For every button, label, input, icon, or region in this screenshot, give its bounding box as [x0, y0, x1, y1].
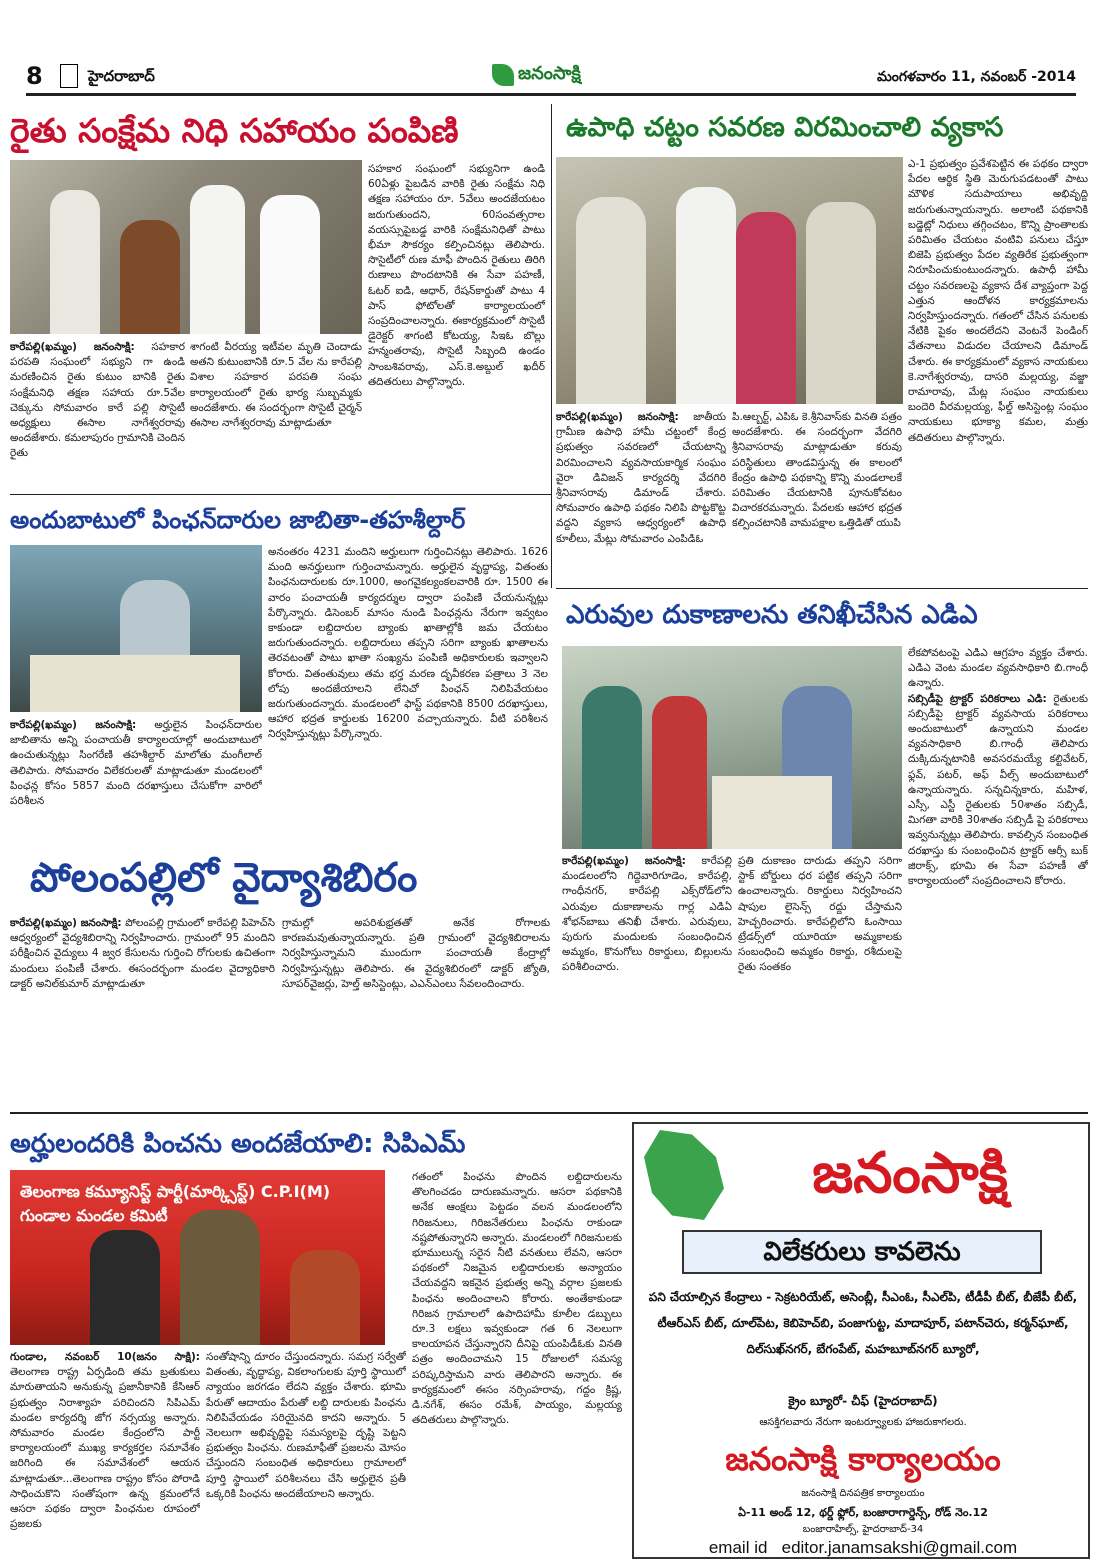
article1-col3: శాగంటి వీరయ్య ఇటీవల మృతి చెందాడు అతని కుటుంబానికి రూ.5 వేల ను కారేపల్లి విశాల సహకార పరపతి సంఘ కార్యాలయంలో రైతు భార్య సుబ్బమ్మకు అందజేశారు. ఈ సందర్భంగా సొసైటీ చైర్మన్ ఈసాల నాగేశ్వరరావు మాట్లాడుతూ: [190, 341, 362, 430]
article4-col-right: లేకపోవటంపై ఎడిఎ ఆగ్రహం వ్యక్తం చేశారు. ఎడిఎ వెంట మండల వ్యవసాధికారి బి.గాంధీ ఉన్నారు. సబ్సిడీపై ట్రాక్టర్ పరికరాలు ఎడి: రైతులకు సబ్సిడీపై ట్రాక్టర్ వ్యవసాయ పరికరాలు అందుబాటులో ఉన్నాయని మండల వ్యవసాధికారి బి.గాంధీ తెలిపారు దుక్కిదున్నటానికి అవసరమయ్యే కల్టివేటర్, ఫ్లవ్, పటర్, అఫ్ వీల్స్ అందుబాటులో ఉన్నాయన్నారు. సన్నచిన్నకారు, మహిళ, ఎస్సీ, ఎస్టీ రైతులకు 50శాతం సబ్సిడీ, మిగతా వారికి 30శాతం సబ్సిడీ పై పరికరాలు ఇవ్వనున్నట్లు తెలిపారు. కావల్సిన సంబంధిత దరఖాస్తు కు సంబంధించిన ట్రాక్టర్ ఆర్సీ బుక్ జిరాక్స్, భూమి ఈ సేవా పహణీ తో కార్యాలయంలో సంప్రదించాలని కోరారు.: [908, 647, 1088, 888]
article1-photo: [10, 160, 362, 334]
masthead-logo: జనంసాక్షి: [492, 60, 612, 90]
article1-byline: కారేపల్లి(ఖమ్మం) జనంసాక్షి: సహకార పరపతి సంఘంలో సభ్యుని గా ఉండి మరణించిన రైతు కుటుం బానికి రైతు సంక్షేమనిధి తక్షణ సహాయ రూ.5వేల చెక్కును సోమవారం కారే పల్లి సొసైటీ అధ్యక్షులు ఈసాల నాగేశ్వరరావు అందజేశారు. కమలాపురం గ్రామానికి చెందిన రైతు: [10, 341, 185, 460]
advert-interview: ఆసక్తిగలవారు నేరుగా ఇంటర్వ్యూలకు హాజరుకాగలరు.: [759, 1417, 967, 1428]
article3-col2: అనంతరం 4231 మందిని అర్హులుగా గుర్తించినట్లు తెలిపారు. 1626 మంది అనర్హులుగా గుర్తించామన్నారు. అర్హులైన వృద్ధాప్య, వితంతు పింఛనుదారులకు రూ.1000, అంగవైకల్యంకలవారికి రూ. 1500 ఈ వారం పంచాయతీ కార్యదర్శుల ద్వారా పంపిణి చేయనున్నట్లు పేర్కొన్నారు. డిసెంబర్ మాసం నుండి పింఛన్లను నేరుగా ఇవ్వటం కాకుండా లబ్దిదారుల బ్యాంకు ఖాతాల్లోకి జమ చేయటం జరుగుతుందన్నారు. లబ్దిదారులు తప్పని సరిగా బ్యాంకు ఖాతాలను తెరవటంతో పాటు ఖాతా సంఖ్యను పంపిణి అధికారులకు ఇవ్వాలని కోరారు. వితంతువులు తమ భర్త మరణ దృవీకరణ పత్రాలు 3 నెల లోపు అందజేయాలని లేనిచో పింఛన్ నిలిపివేయటం జరుగుతుందన్నారు. మండలంలో ఫాస్ట్ పథకానికి 8500 దరఖాస్తులు, ఆహార భద్రత కార్డులకు 16200 వచ్చాయన్నారు. వీటి పరిశీలన నిర్వహిస్తున్నట్లు పేర్కొన్నారు.: [268, 546, 548, 741]
masthead-date: మంగళవారం 11, నవంబర్ -2014: [876, 69, 1076, 85]
section-rule: [10, 494, 551, 495]
masthead-rule: [26, 93, 1076, 96]
leaf-icon: [492, 64, 514, 86]
article4-col1: కారేపల్లి(ఖమ్మం) జనంసాక్షి: కారేపల్లి మండలంలోని గిద్దెవారిగూడెం, కారేపల్లి, గాంధీనగర్, కారేపల్లి ఎక్స్‌రోడ్‌లోని ఎరువుల దుకాణాలను గార్ల ఎడిఏ శోభన్‌బాబు తనిఖీ చేశారు. ఎరువులు, పురుగు మందులకు సంబంధించిన అమ్మకం, కొనుగోలు రికార్డులు, బిల్లులను పరిశీలించారు.: [562, 855, 732, 974]
col-divider: [551, 104, 552, 588]
article6-headline: అర్హులందరికి పించను అందజేయాలి: సిపిఎమ్: [10, 1129, 466, 1159]
telangana-map-icon: [644, 1130, 724, 1220]
article5-headline: పోలంపల్లిలో వైద్యాశిబిరం: [30, 855, 418, 901]
article3-lead: కారేపల్లి(ఖమ్మం) జనంసాక్షి: అర్హులైన పింఛన్‌దారుల జాబితాను అన్ని పంచాయతీ కార్యాలయాల్లో అందుబాటులో ఉంచుతున్నట్లు సింగరేణి తహశీల్దార్ మాలోతు మంగీలాల్ తెలిపారు. సోమవారం విలేకరులతో మాట్లాడుతూ మండలంలో పింఛన్ల కోసం 5857 మంది దరఖాస్తులు చేసుకోగా వారిలో పరిశీలన: [10, 719, 262, 808]
article4-col2: ప్రతి దుకాణం దారుడు తప్పని సరిగా స్టాక్ బోర్డులు ధర పట్టిక తప్పని సరిగా ఉంచాలన్నారు. రికార్డులు నిర్వహించని షాపుల లైసెన్స్ రద్దు చేస్తామని హెచ్చరించారు. కారేపల్లిలోని ఓంసాయి ట్రేడర్స్‌లో యూరియా అమ్మకాలకు సంబంధించి అమ్మకం రికార్డు, రశీదులపై రైతు సంతకం: [738, 855, 902, 974]
advert-address1: ఏ-11 అండ్ 12, థర్డ్ ఫ్లోర్, బంజారాగార్డెన్స్, రోడ్ నెం.12: [738, 1506, 988, 1519]
email-link[interactable]: editor.janamsakshi@gmail.com: [781, 1538, 1018, 1557]
advert-wanted-box: విలేకరులు కావలెను: [682, 1230, 1042, 1274]
section-rule: [556, 588, 1088, 589]
article6-col3: గతంలో పింఛను పొందిన లబ్దిదారులను తొలగించడం దారుణమన్నారు. ఆసరా పథకానికి అనేక ఆంక్షలు పెట్టడం వలన మండలంలోని గిరిజనులు, గిరిజనేతరులు పింఛను రాకుండా నష్టపోతున్నారని అన్నారు. మండలంలో గిరిజనులకు భూములున్న సరైన నీటి వనతులు లేవని, ఆసరా పథకంలో నిజమైన లబ్దిదారులకు అన్యాయం చేయవద్దని ఇకనైన ప్రభుత్వ అన్ని వర్గాల ప్రజలకు పింఛను అందించాలని కోరారు. అంతేకాకుండా గిరిజన గ్రామాలలో ఉపాదిహామీ కూలీల డబ్బులు రూ.3 లక్షలు ఇవ్వకుండా గత 6 నెలలుగా కాలయాపన చేస్తున్నారని దీనిపై యంపిడీఓకు వినతి పత్రం అందించామని 15 రోజులలో సమస్య పరిష్కరిస్తామని వారు తెలిపారని అన్నారు. ఈ కార్యక్రమంలో ఈసం నర్సింహరావు, గద్దం క్రిష్ణ, డి.నగేశ్, ఈసం రమేశ్, పాయ్యం, మల్లయ్య తదితరులు పాల్గొన్నారు.: [412, 1171, 622, 1427]
article5-col1: కారేపల్లి(ఖమ్మం) జనంసాక్షి: పోలంపల్లి గ్రామంలో కారేపల్లి పిహెచ్‌సి ఆధ్వర్యంలో వైద్యశిబిరాన్ని నిర్వహించారు. గ్రామంలో 95 మందిని పరీక్షించిన వైద్యులు 4 జ్వర కేసులను గుర్తించి రోగులకు ఉచితంగా మందులు పంపిణీ చేశారు. ఈసందర్భంగా మండల వైద్యాధికారి డాక్టర్ అనిల్‌కుమార్ మాట్లాడుతూ: [10, 917, 275, 990]
advert-brand: జనంసాక్షి: [812, 1141, 1008, 1206]
article3-photo: [10, 545, 262, 712]
section-rule: [10, 1112, 1088, 1114]
advert-address2: బంజారాహిల్స్, హైదరాబాద్-34: [802, 1524, 924, 1535]
advert-crime: క్రైం బ్యూరో- చీఫ్ (హైదరాబాద్): [788, 1394, 938, 1408]
article2-col3: ఎ-1 ప్రభుత్వం ప్రవేశపెట్టిన ఈ పథకం ద్వారా పేదల ఆర్థిక స్థితి మెరుగుపడటంతో పాటు మౌళిక సదుపాయాలు అభివృద్ది జరుగుతున్నాయన్నారు. అలాంటి పథకానికి బడ్జెట్లో నిధులు తగ్గించటం, కొన్ని ప్రాంతాలకు పరిమితం చేయటం వంటివి పనులు చేస్తూ బిజెపి ప్రభుత్వం పేదల వ్యతిరేక ప్రభుత్వంగా నిరూపించుకుంటుందన్నారు. ఉపాధీ హామీ చట్టం సవరణలపై వ్యకాస దేశ వ్యాప్తంగా పెద్ద ఎత్తున ఆందోళన కార్యక్రమాలను నిర్వహిస్తుందన్నారు. గతంలో చేసిన పనులకు నేటికి పైకం అందలేదని వెంటనే పెండింగ్ వేతనాలు విడుదల చేయాలని డిమాండ్ చేశారు. ఈ కార్యక్రమంలో వ్యకాస నాయకులు కె.నాగేశ్వరరావు, దాసరి మల్లయ్య, వజ్జా రామారావు, మేట్ల సంఘం నాయకులు బందెరి వీరమల్లయ్య, ఫీల్డ్ అసిస్టెంట్ల సంఘం నాయకులు భూక్యా కమల, మత్రు తదితరులు పాల్గొన్నారు.: [908, 158, 1088, 444]
article4-headline: ఎరువుల దుకాణాలను తనిఖీచేసిన ఎడిఎ: [566, 600, 978, 630]
article3-headline: అందుబాటులో పింఛన్‌దారుల జాబితా-తహశీల్దార్: [10, 506, 466, 534]
article6-photo: తెలంగాణ కమ్యూనిస్ట్ పార్టీ(మార్క్సిస్ట్) C.P.I(M) గుండాల మండల కమిటీ: [10, 1170, 385, 1345]
article2-col1: కారేపల్లి(ఖమ్మం) జనంసాక్షి: జాతీయ గ్రామీణ ఉపాధి హామీ చట్టంలో కేంద్ర ప్రభుత్వం సవరణలో చేయటాన్ని విరమించాలని వ్యవసాయకార్మిక సంఘం వైరా డివిజన్ కార్యదర్శి వేదగిరి శ్రీనివాసరావు డిమాండ్ చేశారు. సోమవారం ఉపాధి పథకం నిలిపి పొట్టకొట్ట వద్దని వ్యకాస ఆధ్వర్యంలో ఉపాధి కూలీలు, మేట్లు సోమవారం ఎంపిడిఓ: [556, 411, 726, 545]
advert-body: పని చేయాల్సిన కేంద్రాలు - సెక్రటరియేట్, అసెంబ్లీ, సీఎంఓ, సీఎల్‌పి, టీడీపీ బీట్, బీజేపీ బీట్, టీఆర్‌ఎస్ బీట్, దూల్‌పేట, కెబిహెచ్‌బి, పంజాగుట్ట, మాదాపూర్, పటాన్‌చెరు, కర్మన్‌ఘాట్, దిల్‌సుఖ్‌నగర్, బేగంపేట్, మహబూబ్‌నగర్ బ్యూరో,: [648, 1290, 1078, 1356]
advert-box: [632, 1122, 1090, 1559]
article5-col2: గ్రామల్లో అపరిశుభ్రతతో అనేక రోగాలకు కారణమవుతున్నాయన్నారు. ప్రతి గ్రామంలో వైద్యశిబిరాలను నిర్వహిస్తున్నామని ముందుగా పంచాయతీ కేంద్రాల్లో నిర్వహిస్తున్నట్లు తెలిపారు. ఈ వైద్యశిబిరంలో డాక్టర్ జ్యోతి, సూపర్‌వైజర్లు, హెల్త్ అసిస్టెంట్లు, ఎఎన్‌ఎంలు సేవలందించారు.: [282, 917, 550, 990]
advert-office-sub: జనంసాక్షి దినపత్రిక కార్యాలయం: [801, 1488, 925, 1499]
article2-headline: ఉపాధి చట్టం సవరణ విరమించాలి వ్యకాస: [566, 112, 1004, 143]
masthead: [26, 60, 1076, 96]
page-number: 8: [26, 62, 43, 90]
article6-col2: సంతోషాన్ని దూరం చేస్తుందన్నారు. సమగ్ర సర్వేతో వితంతు, వృద్ధాప్య, వికలాంగులకు పూర్తి స్థాయిలో న్యాయం జరగడం లేదని వ్యక్తం చేశారు. భూమి పేరుతో ఆదాయం పేరుతో లబ్ది దారులకు పింఛను నిలిపివేయడం సరియైనది కాదని అన్నారు. 5 నెలలుగా అభివృద్ధిపై సమస్యలపై దృష్టి పెట్టని ప్రభుత్వం పింఛను. రుణమాఫీతో ప్రజలను మోసం చేస్తుందని సంబంధిత అధికారులు గ్రామాలలో పూర్తి స్థాయిలో పరిశీలనలు చేసి అర్హులైన ప్రతీ ఒక్కరికి పింఛను అందజేయాలని అన్నారు.: [206, 1351, 406, 1500]
article1-col1: సహకార సంఘంలో సభ్యునిగా ఉండి 60ఏళ్లు పైబడిన వారికి రైతు సంక్షేమ నిధి తక్షణ సహాయం రూ. 5వేలు అందజేయటం జరుగుతుందని, 60సంవత్సరాల వయస్సుపైబడ్డ వారికి సంక్షేమనిధితో పాటు భీమా సౌకర్యం కల్పించినట్లు తెలిపారు. సొసైటీలో రుణ మాఫీ పొందిన రైతులు తిరిగి రుణాలు పొందటానికి ఈ సేవా పహణీ, ఓటర్ ఐడి, ఆధార్, రేషన్‌కార్డుతో పాటు 4 పాస్ ఫోటోలతో కార్యాలయంలో సంప్రదించాలన్నారు. ఈకార్యక్రమంలో సొసైటీ డైరెక్టర్ శాగంటి కోటయ్య, సిఇఓ బొల్లు హన్మంతరావు, సొసైటీ సిబ్బంది ఉండం సాంబశివరావు, ఎస్.కె.అబ్దుల్ ఖదీర్ తదితరులు పాల్గొన్నారు.: [368, 163, 545, 388]
article6-col1: గుండాల, నవంబర్ 10(జనం సాక్షి): తెలంగాణ రాష్ట్ర ఏర్పడింది తమ బ్రతుకులు మారుతాయని అనుకున్న ప్రజానీకానికి కేసిఆర్ ప్రభుత్వం నిరాశ్యాహ పరిచిందని సిపిఎమ్ మండల కార్యదర్శి జోగ నర్సయ్య అన్నారు. సోమవారం మండల కేంద్రంలోని పార్టీ కార్యాలయంలో ముఖ్య కార్యకర్తల సమావేశం జరిగింది ఈ సమావేశంలో ఆయన మాట్లాడుతూ...తెలంగాణ రాష్ట్రం కోసం పోరాడి సాధించుకొని సంతోషంగా ఉన్న క్రమంలోనే ఆసరా పథకం ద్వారా పింఛనుల రూపంలో ప్రజలకు: [10, 1351, 200, 1531]
article1-headline: రైతు సంక్షేమ నిధి సహాయం పంపిణి: [10, 111, 459, 150]
article4-photo: [562, 646, 902, 849]
article2-col2: పి.ఆల్బర్ట్, ఎపిఓ కె.శ్రీనివాస్‌కు వినతి పత్రం అందజేశారు. ఈ సందర్భంగా వేదగిరి శ్రీనివాసరావు మాట్లాడుతూ కరువు పరిస్థితులు తాండవిస్తున్న ఈ కాలంలో కేంద్రం ఉపాధి పథకాన్ని కొన్ని మండలాలకే పరిమితం చేయటానికి పూనుకోవటం విచారకరమన్నారు. పేదలకు ఆహార భద్రత కల్పించటానికి వామపక్షాల ఒత్తిడితో యుపి: [732, 411, 902, 530]
masthead-city: హైదరాబాద్: [88, 67, 155, 85]
advert-office-title: జనంసాక్షి కార్యాలయం: [725, 1440, 1001, 1478]
advert-email: email id editor.janamsakshi@gmail.com: [708, 1538, 1018, 1557]
article2-photo: [556, 157, 903, 404]
